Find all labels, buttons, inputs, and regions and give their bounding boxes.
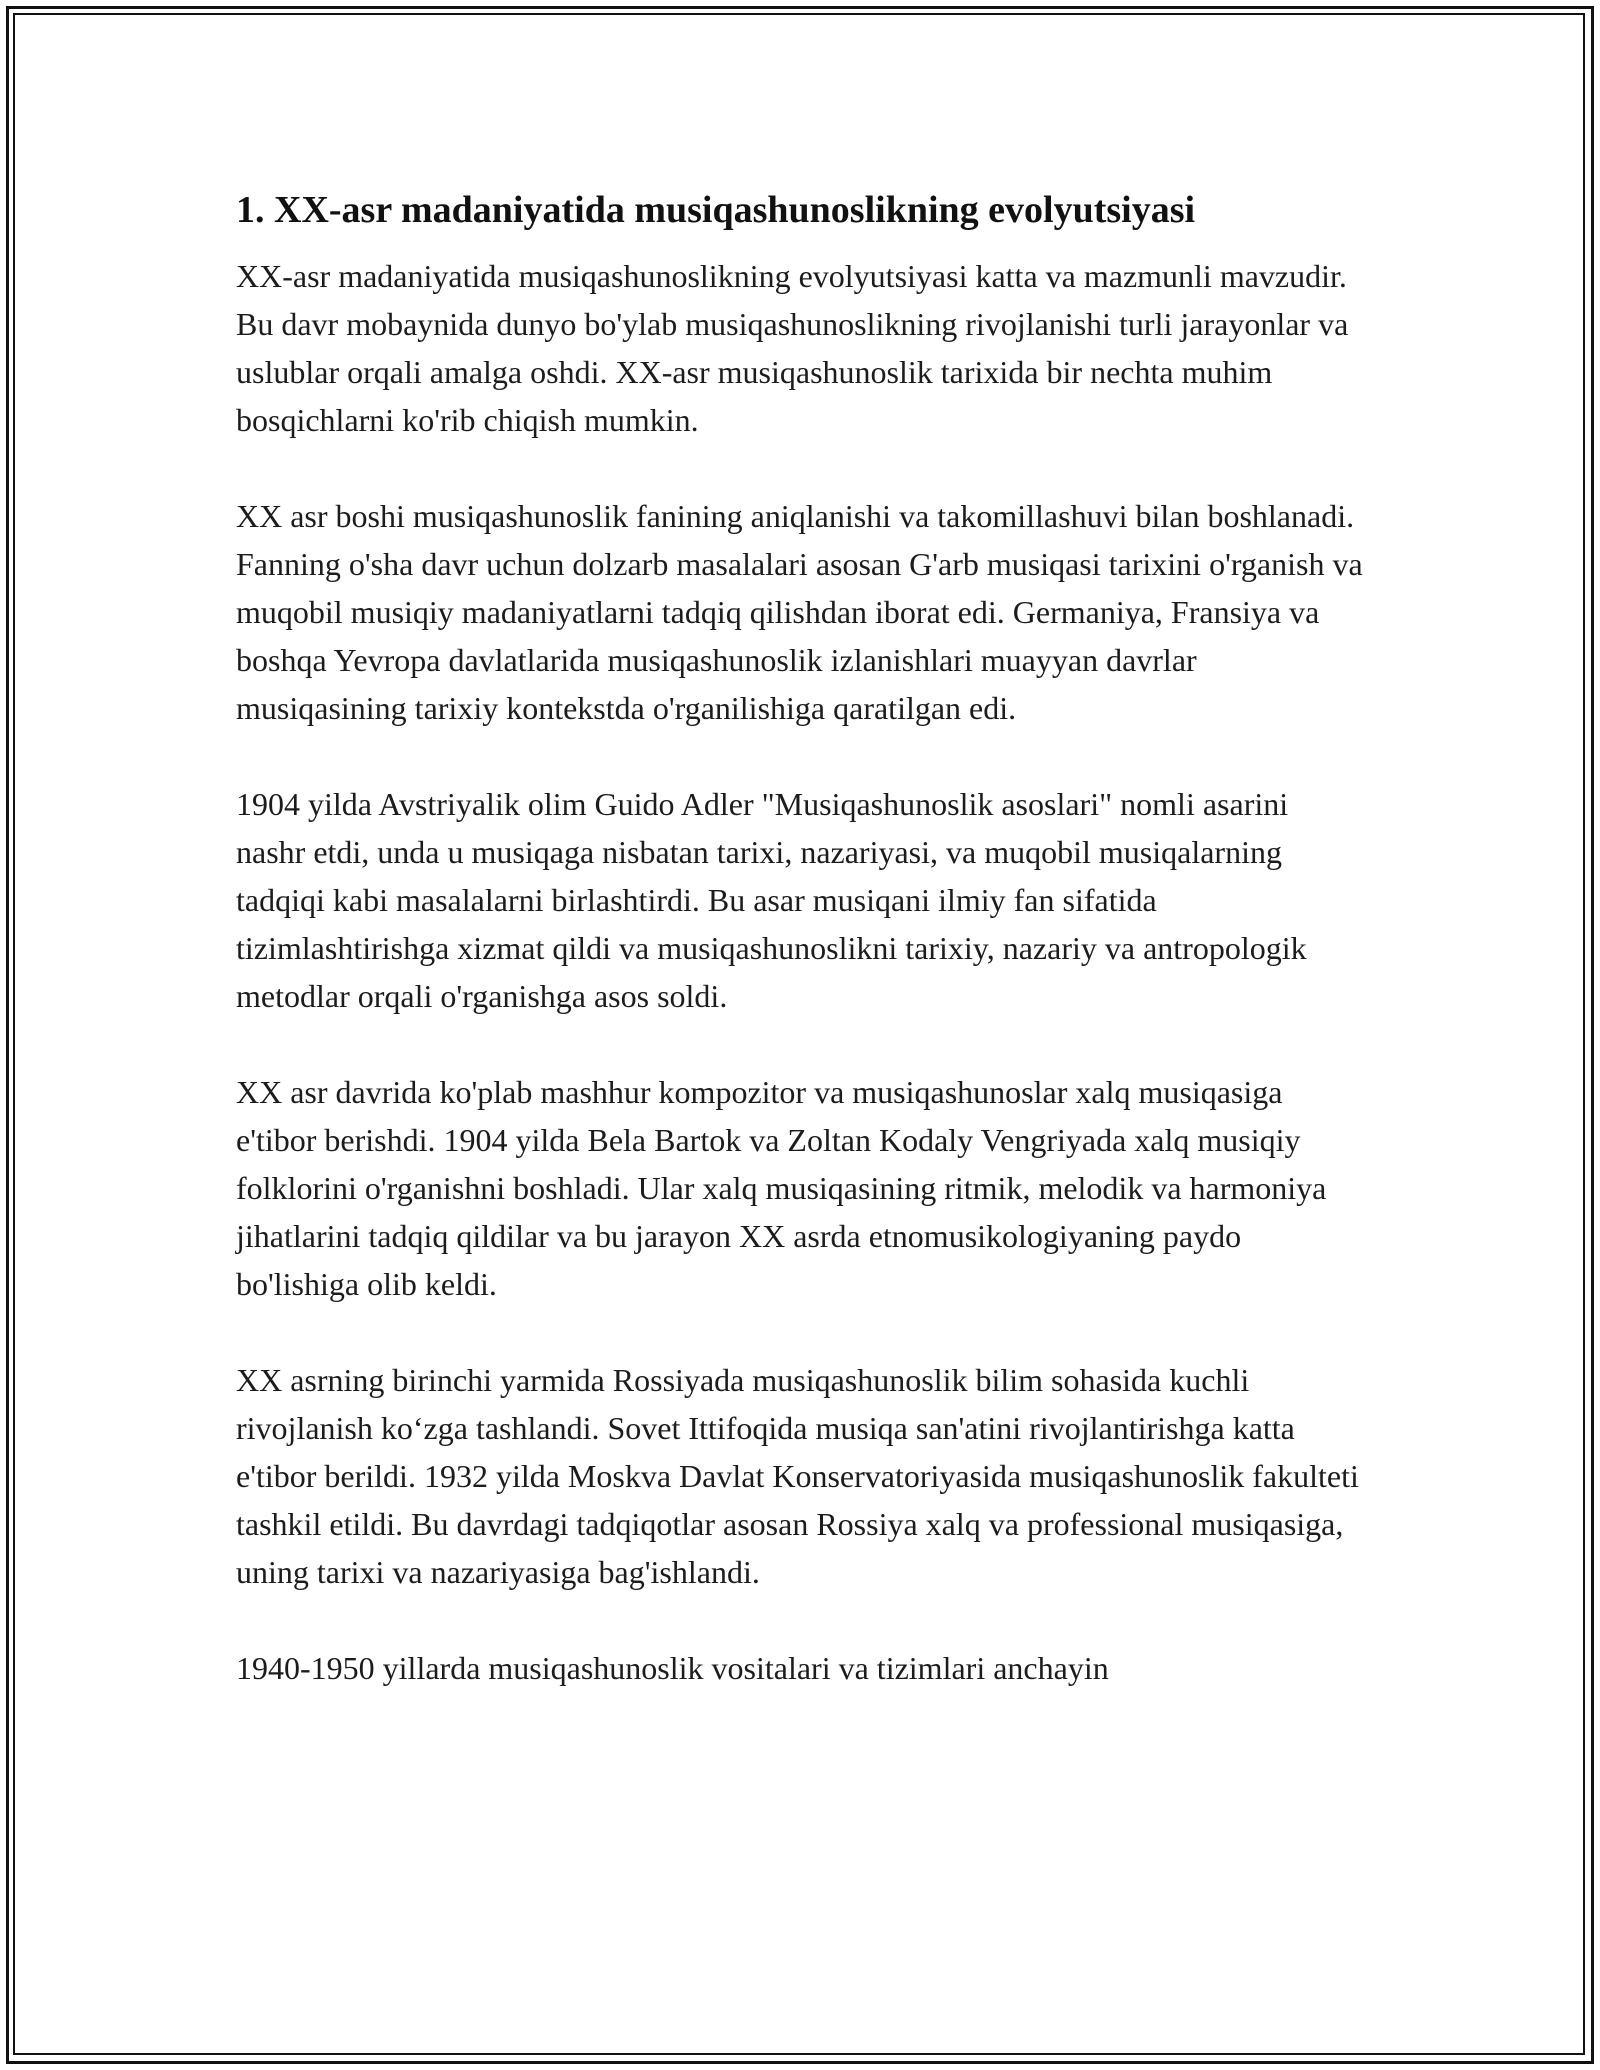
- paragraph-folk-music: XX asr davrida ko'plab mashhur kompozitor va musiqashunoslar xalq musiqasiga e'tibor berishdi. 1904 yilda Bela Bartok va Zoltan Kodaly Vengriyada xalq musiqiy folklorini o'rganishni boshladi. Ular xalq musiqasining ritmik, melodik va harmoniya jihatlarini tadqiq qildilar va bu jarayon XX asrda etnomusikologiyaning paydo bo'lishiga olib keldi.: [236, 1074, 1327, 1302]
- paragraph-1940-1950: 1940-1950 yillarda musiqashunoslik vositalari va tizimlari anchayin: [236, 1650, 1109, 1686]
- document-body: [236, 186, 1364, 1692]
- paragraph-intro: XX-asr madaniyatida musiqashunoslikning evolyutsiyasi katta va mazmunli mavzudir. Bu davr mobaynida dunyo bo'ylab musiqashunoslikning rivojlanishi turli jarayonlar va uslublar orqali amalga oshdi. XX-asr musiqashunoslik tarixida bir nechta muhim bosqichlarni ko'rib chiqish mumkin.: [236, 258, 1349, 438]
- section-heading: 1. XX-asr madaniyatida musiqashunoslikning evolyutsiyasi: [236, 189, 1196, 231]
- paragraph-russia: XX asrning birinchi yarmida Rossiyada musiqashunoslik bilim sohasida kuchli rivojlanish ko‘zga tashlandi. Sovet Ittifoqida musiqa san'atini rivojlantirishga katta e'tibor berildi. 1932 yilda Moskva Davlat Konservatoriyasida musiqashunoslik fakulteti tashkil etildi. Bu davrdagi tadqiqotlar asosan Rossiya xalq va professional musiqasiga, uning tarixi va nazariyasiga bag'ishlandi.: [236, 1362, 1359, 1590]
- paragraph-guido-adler: 1904 yilda Avstriyalik olim Guido Adler "Musiqashunoslik asoslari" nomli asarini nashr etdi, unda u musiqaga nisbatan tarixi, nazariyasi, va muqobil musiqalarning tadqiqi kabi masalalarni birlashtirdi. Bu asar musiqani ilmiy fan sifatida tizimlashtirishga xizmat qildi va musiqashunoslikni tarixiy, nazariy va antropologik metodlar orqali o'rganishga asos soldi.: [236, 786, 1307, 1014]
- paragraph-early-century: XX asr boshi musiqashunoslik fanining aniqlanishi va takomillashuvi bilan boshlanadi. Fanning o'sha davr uchun dolzarb masalalari asosan G'arb musiqasi tarixini o'rganish va muqobil musiqiy madaniyatlarni tadqiq qilishdan iborat edi. Germaniya, Fransiya va boshqa Yevropa davlatlarida musiqashunoslik izlanishlari muayyan davrlar musiqasining tarixiy kontekstda o'rganilishiga qaratilgan edi.: [236, 498, 1363, 726]
